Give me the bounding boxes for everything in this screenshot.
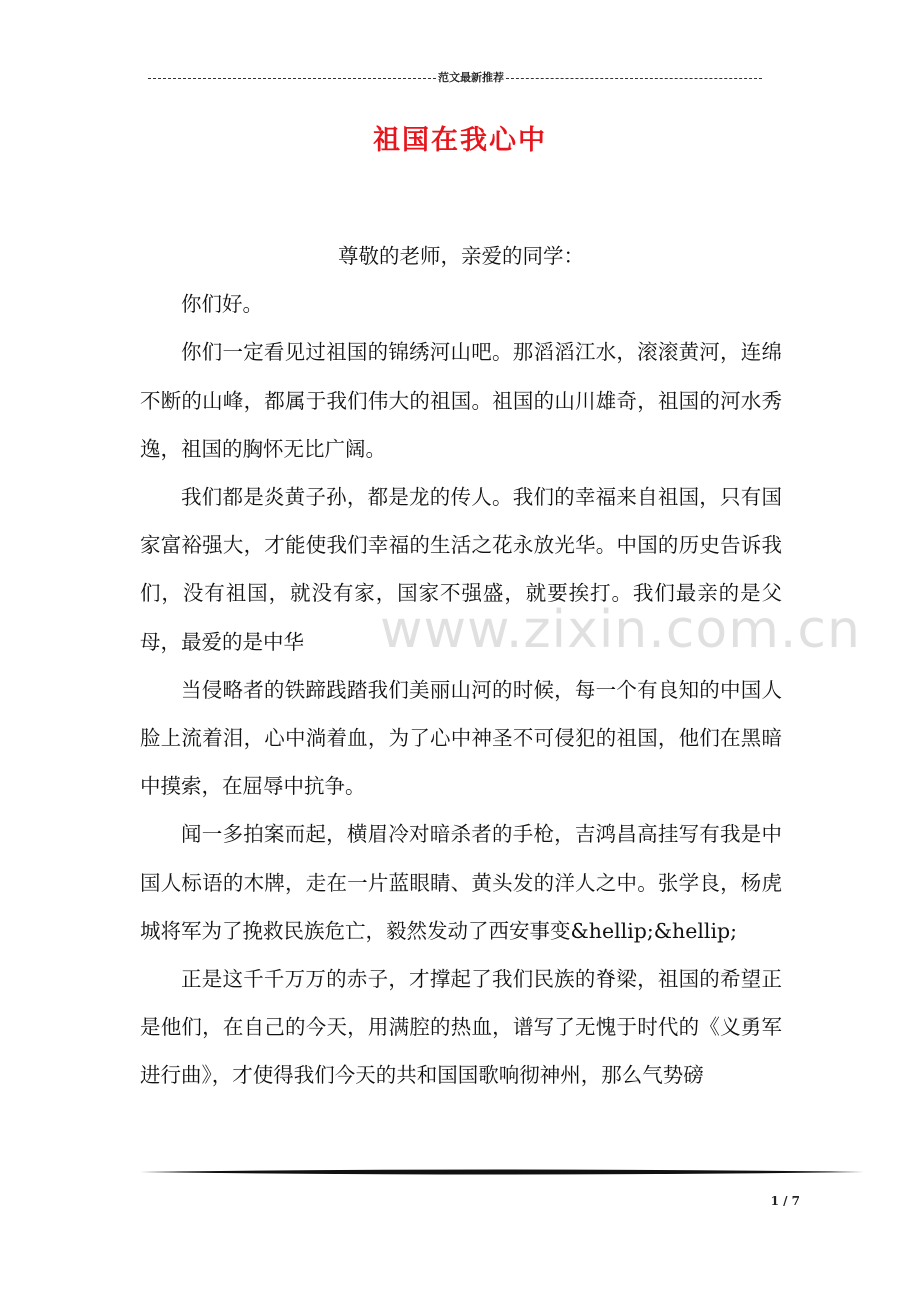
header-dash-right <box>506 78 762 79</box>
paragraph: 你们一定看见过祖国的锦绣河山吧。那滔滔江水，滚滚黄河，连绵不断的山峰，都属于我们伟大的祖国。祖国的山川雄奇，祖国的河水秀逸，祖国的胸怀无比广阔。 <box>140 340 782 461</box>
document-title: 祖国在我心中 <box>373 125 547 156</box>
page-header <box>140 70 770 86</box>
paragraph: 闻一多拍案而起，横眉冷对暗杀者的手枪，吉鸿昌高挂写有我是中国人标语的木牌，走在一片蓝眼睛、黄头发的洋人之中。张学良，杨虎城将军为了挽救民族危亡，毅然发动了西安事变&hellip;&hellip; <box>140 822 782 943</box>
paragraph: 我们都是炎黄子孙，都是龙的传人。我们的幸福来自祖国，只有国家富裕强大，才能使我们幸福的生活之花永放光华。中国的历史告诉我们，没有祖国，就没有家，国家不强盛，就要挨打。我们最亲的是父母，最爱的是中华 <box>140 485 782 654</box>
page-number: 1 / 7 <box>770 1194 800 1208</box>
paragraph: 当侵略者的铁蹄践踏我们美丽山河的时候，每一个有良知的中国人脸上流着泪，心中淌着血，为了心中神圣不可侵犯的祖国，他们在黑暗中摸索，在屈辱中抗争。 <box>140 677 782 799</box>
watermark: www.zixin.com.cn <box>380 600 861 660</box>
greeting: 尊敬的老师，亲爱的同学： <box>338 244 584 268</box>
paragraph: 你们好。 <box>181 292 263 317</box>
header-dash-left <box>148 78 436 79</box>
document-body <box>140 232 782 1100</box>
footer-rule <box>140 1168 864 1176</box>
header-label: 范文最新推荐 <box>438 71 504 84</box>
paragraph: 正是这千千万万的赤子，才撑起了我们民族的脊梁，祖国的希望正是他们，在自己的今天，用满腔的热血，谱写了无愧于时代的《义勇军进行曲》，才使得我们今天的共和国国歌响彻神州，那么气势磅 <box>140 967 782 1088</box>
